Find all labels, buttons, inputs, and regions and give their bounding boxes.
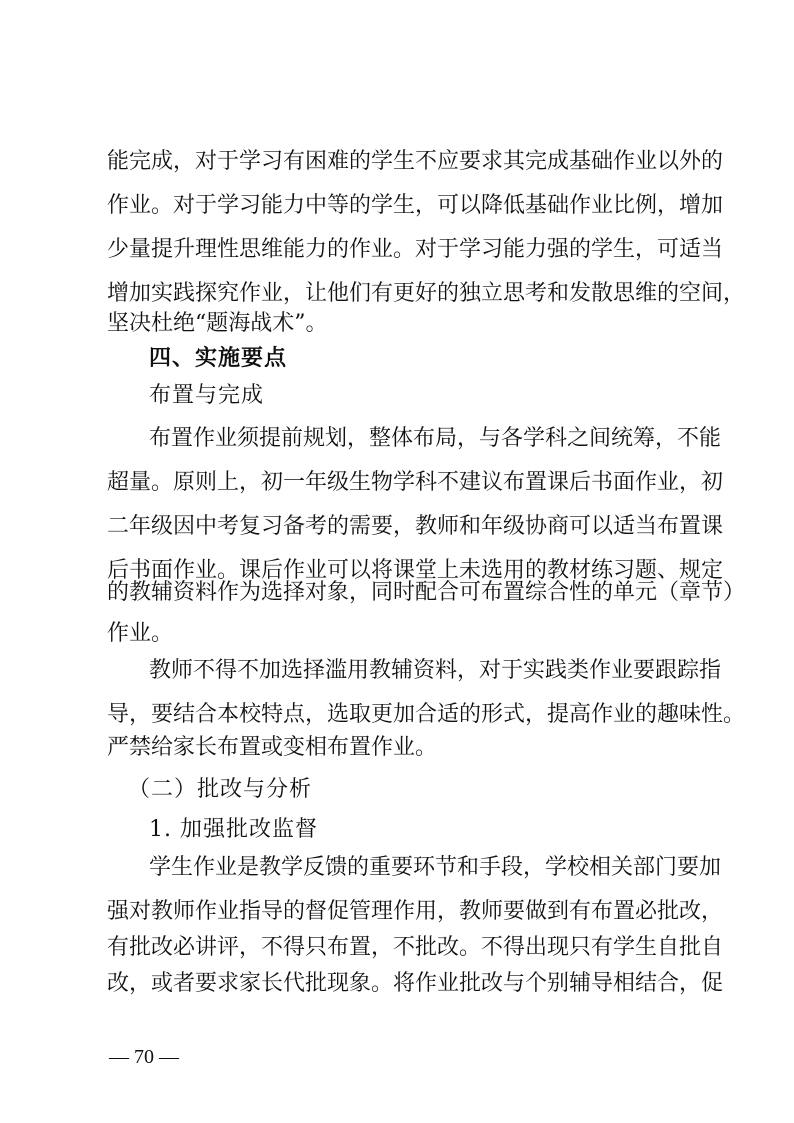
paragraph-2-line-5: 的教辅资料作为选择对象，同时配合可布置综合性的单元（章节） — [107, 580, 746, 605]
paragraph-1-line-2: 作业。对于学习能力中等的学生，可以降低基础作业比例，增加 — [107, 193, 724, 218]
paragraph-4-line-3: 有批改必讲评，不得只布置，不批改。不得出现只有学生自批自 — [107, 935, 724, 960]
paragraph-4-line-4: 改，或者要求家长代批现象。将作业批改与个别辅导相结合，促 — [107, 971, 724, 996]
paragraph-1-line-4: 增加实践探究作业，让他们有更好的独立思考和发散思维的空间， — [107, 281, 746, 306]
paragraph-4-line-2: 强对教师作业指导的督促管理作用，教师要做到有布置必批改， — [107, 899, 724, 924]
paragraph-1-line-3: 少量提升理性思维能力的作业。对于学习能力强的学生，可适当 — [107, 237, 724, 262]
section-heading: 四、实施要点 — [149, 345, 288, 371]
paragraph-4-line-1: 学生作业是教学反馈的重要环节和手段，学校相关部门要加 — [149, 855, 722, 880]
paragraph-2-line-6: 作业。 — [107, 621, 174, 646]
paragraph-2-line-3: 二年级因中考复习备考的需要，教师和年级协商可以适当布置课 — [107, 514, 724, 539]
paragraph-1-line-1: 能完成，对于学习有困难的学生不应要求其完成基础作业以外的 — [107, 149, 724, 174]
paragraph-2-line-2: 超量。原则上，初一年级生物学科不建议布置课后书面作业，初 — [107, 470, 724, 495]
paragraph-2-line-4: 后书面作业。课后作业可以将课堂上未选用的教材练习题、规定 — [107, 558, 724, 583]
paragraph-3-line-2: 导，要结合本校特点，选取更加合适的形式，提高作业的趣味性。 — [107, 702, 746, 727]
subsection-heading-2: （二）批改与分析 — [128, 777, 313, 802]
paragraph-2-line-1: 布置作业须提前规划，整体布局，与各学科之间统筹，不能 — [149, 426, 722, 451]
paragraph-3-line-3: 严禁给家长布置或变相布置作业。 — [107, 735, 438, 760]
item-heading-1: 1. 加强批改监督 — [149, 817, 318, 842]
paragraph-1-line-5: 坚决杜绝“题海战术”。 — [107, 311, 328, 336]
paragraph-3-line-1: 教师不得不加选择滥用教辅资料，对于实践类作业要跟踪指 — [149, 658, 722, 683]
page-number: — 70 — — [109, 1046, 179, 1068]
subsection-heading-1: 布置与完成 — [149, 383, 265, 408]
